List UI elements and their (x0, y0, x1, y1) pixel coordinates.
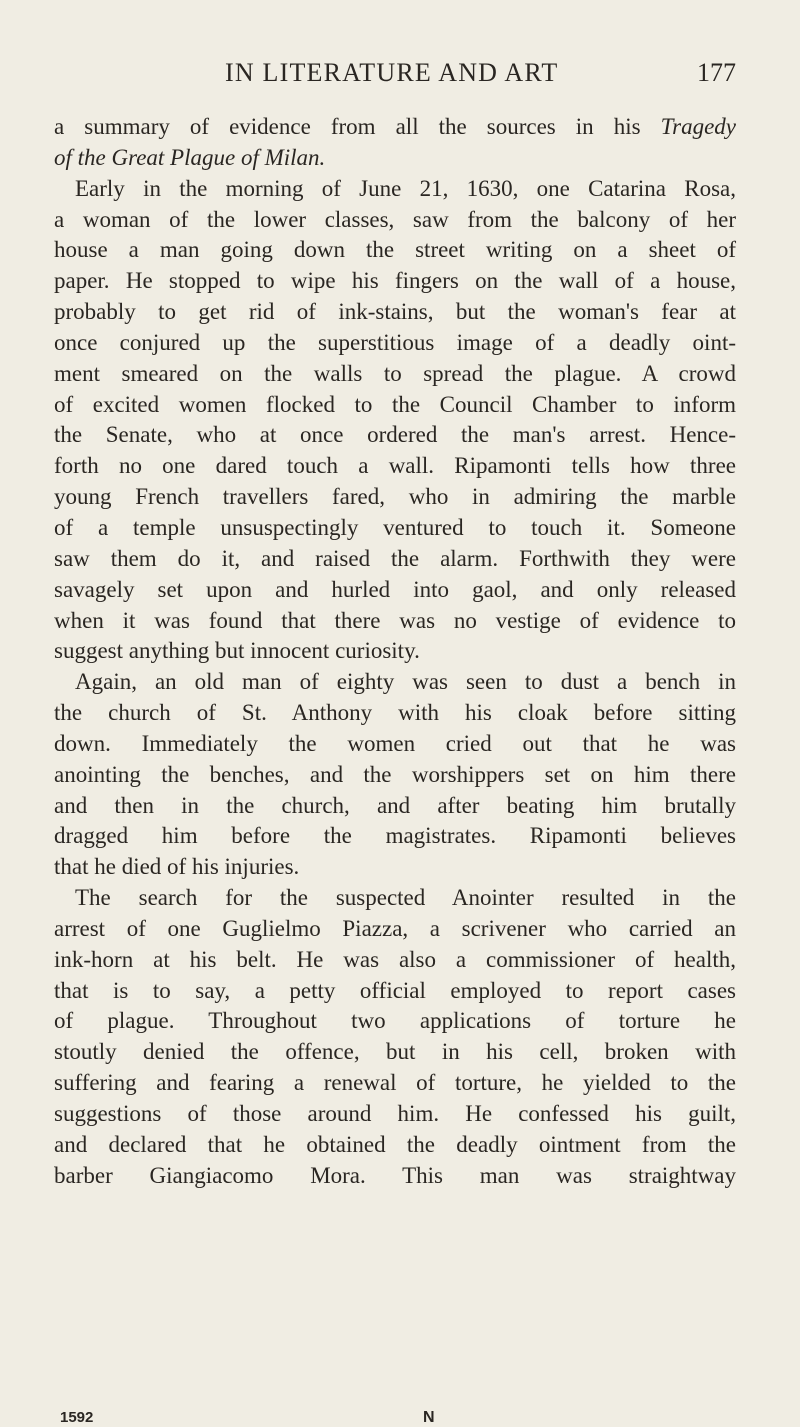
line-text: saw them do it, and raised the alarm. Forthwith they were (54, 545, 736, 571)
line-text: once conjured up the superstitious image of a deadly oint- (54, 329, 736, 355)
line-text: of a temple unsuspectingly ventured to touch it. Someone (54, 514, 736, 540)
line-text: of excited women flocked to the Council Chamber to inform (54, 391, 736, 417)
text-line (54, 359, 736, 390)
text-line (54, 636, 736, 667)
line-text: that he died of his injuries. (54, 854, 300, 880)
line-text: young French travellers fared, who in admiring the marble (54, 484, 736, 510)
text-line (54, 883, 736, 914)
text-line (54, 235, 736, 266)
text-line (54, 451, 736, 482)
line-text: when it was found that there was no vestige of evidence to (54, 607, 736, 633)
line-text: forth no one dared touch a wall. Ripamonti tells how three (54, 453, 736, 479)
text-line (54, 544, 736, 575)
line-text: house a man going down the street writing on a sheet of (54, 237, 736, 263)
line-text: barber Giangiacomo Mora. This man was straightway (54, 1162, 736, 1188)
line-text: Again, an old man of eighty was seen to dust a bench in (75, 669, 736, 695)
text-line (54, 760, 736, 791)
line-text: The search for the suspected Anointer resulted in the (75, 885, 736, 911)
printer-signature-letter: N (423, 1409, 435, 1426)
line-text: arrest of one Guglielmo Piazza, a scrivener who carried an (54, 915, 736, 941)
line-text: a woman of the lower classes, saw from the balcony of her (54, 206, 736, 232)
line-text: suggestions of those around him. He confessed his guilt, (54, 1101, 736, 1126)
line-italic-text: Tragedy (660, 114, 736, 139)
text-line (54, 698, 736, 729)
line-text: and declared that he obtained the deadly ointment from the (54, 1131, 736, 1157)
line-text: dragged him before the magistrates. Ripamonti believes (54, 823, 736, 849)
text-line (54, 112, 736, 143)
line-text: stoutly denied the offence, but in his cell, broken with (54, 1039, 736, 1065)
text-line (54, 297, 736, 328)
text-line (54, 1099, 736, 1130)
body-text (54, 112, 736, 1192)
line-text: ment smeared on the walls to spread the plague. A crowd (54, 360, 736, 386)
text-line (54, 174, 736, 205)
line-text: down. Immediately the women cried out that he was (54, 730, 736, 756)
text-line (54, 266, 736, 297)
running-head (0, 58, 800, 98)
text-line (54, 390, 736, 421)
line-text: suffering and fearing a renewal of torture, he yielded to the (54, 1070, 736, 1096)
text-line (54, 143, 736, 174)
line-text: and then in the church, and after beating him brutally (54, 792, 736, 818)
text-line (54, 667, 736, 698)
running-title: IN LITERATURE AND ART (225, 58, 559, 87)
line-text: the church of St. Anthony with his cloak before sitting (54, 700, 736, 726)
line-text: probably to get rid of ink-stains, but the woman's fear at (54, 299, 736, 325)
text-line (54, 791, 736, 822)
text-line (54, 852, 736, 883)
text-line (54, 1161, 736, 1192)
text-line (54, 205, 736, 236)
page-number: 177 (697, 58, 736, 87)
line-text: the Senate, who at once ordered the man's arrest. Hence- (54, 422, 736, 448)
text-line (54, 513, 736, 544)
text-line (54, 575, 736, 606)
line-text: that is to say, a petty official employed to report cases (54, 977, 736, 1003)
line-italic-text: of the Great Plague of Milan. (54, 144, 326, 170)
printer-signature-number: 1592 (60, 1409, 94, 1426)
text-line (54, 328, 736, 359)
line-text: anointing the benches, and the worshippers set on him there (54, 761, 736, 787)
text-line (54, 729, 736, 760)
text-line (54, 1068, 736, 1099)
text-line (54, 976, 736, 1007)
text-line (54, 606, 736, 637)
text-line (54, 1037, 736, 1068)
line-text: Early in the morning of June 21, 1630, one Catarina Rosa, (75, 175, 736, 201)
text-line (54, 914, 736, 945)
text-line (54, 1006, 736, 1037)
text-line (54, 1130, 736, 1161)
text-line (54, 821, 736, 852)
text-line (54, 420, 736, 451)
line-text: savagely set upon and hurled into gaol, and only released (54, 576, 736, 602)
text-line (54, 482, 736, 513)
line-text: paper. He stopped to wipe his fingers on the wall of a house, (54, 268, 736, 294)
text-line (54, 945, 736, 976)
line-text: suggest anything but innocent curiosity. (54, 638, 420, 664)
line-text: ink-horn at his belt. He was also a commissioner of health, (54, 946, 736, 972)
line-text: of plague. Throughout two applications of torture he (54, 1008, 736, 1034)
line-text: a summary of evidence from all the sources in his (54, 114, 661, 139)
